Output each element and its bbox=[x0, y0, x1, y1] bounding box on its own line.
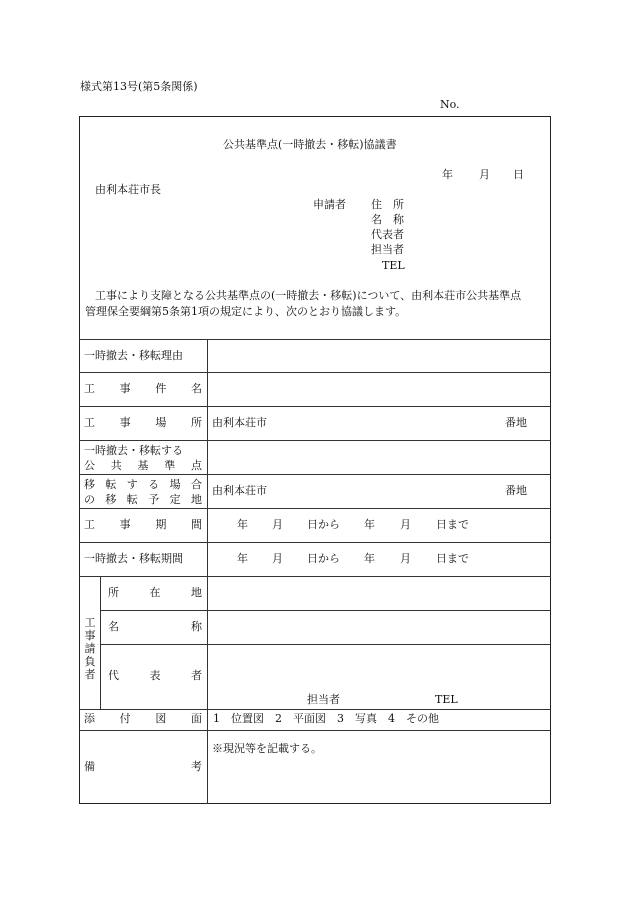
removal-period-end-month: 月 bbox=[400, 552, 411, 565]
destination-city: 由利本荘市 bbox=[212, 484, 267, 497]
contractor-representative-label: 代 表 者 bbox=[108, 669, 202, 682]
form-title: 公共基準点(一時撤去・移転)協議書 bbox=[223, 138, 397, 151]
work-period-label: 工 事 期 間 bbox=[84, 518, 202, 531]
row-divider bbox=[79, 542, 551, 543]
form-number: 様式第13号(第5条関係) bbox=[80, 80, 198, 93]
column-divider bbox=[100, 576, 101, 709]
row-divider bbox=[79, 474, 551, 475]
row-divider bbox=[79, 730, 551, 731]
date-year-label: 年 bbox=[442, 168, 453, 181]
work-period-from: 日から bbox=[307, 518, 340, 531]
row-divider bbox=[79, 339, 551, 340]
attachments-label: 添 付 図 面 bbox=[84, 712, 202, 725]
destination-banchi: 番地 bbox=[505, 484, 527, 497]
applicant-contact-label: 担当者 bbox=[371, 243, 404, 256]
row-divider bbox=[100, 610, 551, 611]
body-text-line-2: 管理保全要綱第5条第1項の規定により、次のとおり協議します。 bbox=[85, 305, 407, 318]
column-divider bbox=[207, 339, 208, 804]
contractor-location-label: 所 在 地 bbox=[108, 586, 202, 599]
contractor-name-label: 名 称 bbox=[108, 620, 202, 633]
attachments-list: 1 位置図 2 平面図 3 写真 4 その他 bbox=[213, 712, 439, 725]
target-point-label: 一時撤去・移転する 公 共 基 準 点 bbox=[84, 444, 202, 472]
applicant-address-label: 住 所 bbox=[371, 198, 404, 211]
work-period-start-year: 年 bbox=[237, 518, 248, 531]
work-period-to: 日まで bbox=[436, 518, 469, 531]
removal-period-start-year: 年 bbox=[237, 552, 248, 565]
removal-period-end-year: 年 bbox=[364, 552, 375, 565]
work-site-label: 工 事 場 所 bbox=[84, 416, 202, 429]
applicant-tel-label: TEL bbox=[382, 259, 405, 272]
row-divider bbox=[100, 644, 551, 645]
relocation-destination-label: 移 転 す る 場 合 の 移 転 予 定 地 bbox=[84, 478, 202, 506]
contractor-label: 工 事 請 負 者 bbox=[84, 616, 96, 681]
work-name-label: 工 事 件 名 bbox=[84, 382, 202, 395]
reason-label: 一時撤去・移転理由 bbox=[84, 349, 183, 362]
body-text-line-1: 工事により支障となる公共基準点の(一時撤去・移転)について、由利本荘市公共基準点 bbox=[95, 289, 522, 302]
work-period-end-year: 年 bbox=[364, 518, 375, 531]
row-divider bbox=[79, 709, 551, 710]
contractor-tel-label: TEL bbox=[435, 693, 458, 706]
document-number-label: No. bbox=[440, 98, 460, 111]
work-site-city: 由利本荘市 bbox=[212, 416, 267, 429]
removal-period-label: 一時撤去・移転期間 bbox=[84, 552, 183, 565]
date-month-label: 月 bbox=[479, 168, 490, 181]
removal-period-start-month: 月 bbox=[272, 552, 283, 565]
row-divider bbox=[79, 372, 551, 373]
removal-period-from: 日から bbox=[307, 552, 340, 565]
work-period-end-month: 月 bbox=[400, 518, 411, 531]
work-period-start-month: 月 bbox=[272, 518, 283, 531]
row-divider bbox=[79, 508, 551, 509]
row-divider bbox=[79, 440, 551, 441]
row-divider bbox=[79, 406, 551, 407]
date-day-label: 日 bbox=[513, 168, 524, 181]
applicant-name-label: 名 称 bbox=[371, 213, 404, 226]
applicant-label: 申請者 bbox=[313, 198, 346, 211]
applicant-representative-label: 代表者 bbox=[371, 228, 404, 241]
removal-period-to: 日まで bbox=[436, 552, 469, 565]
remarks-label: 備 考 bbox=[84, 760, 202, 773]
work-site-banchi: 番地 bbox=[505, 416, 527, 429]
row-divider bbox=[79, 576, 551, 577]
contractor-contact-label: 担当者 bbox=[307, 693, 340, 706]
addressee: 由利本荘市長 bbox=[95, 183, 161, 196]
remarks-note: ※現況等を記載する。 bbox=[212, 742, 322, 755]
